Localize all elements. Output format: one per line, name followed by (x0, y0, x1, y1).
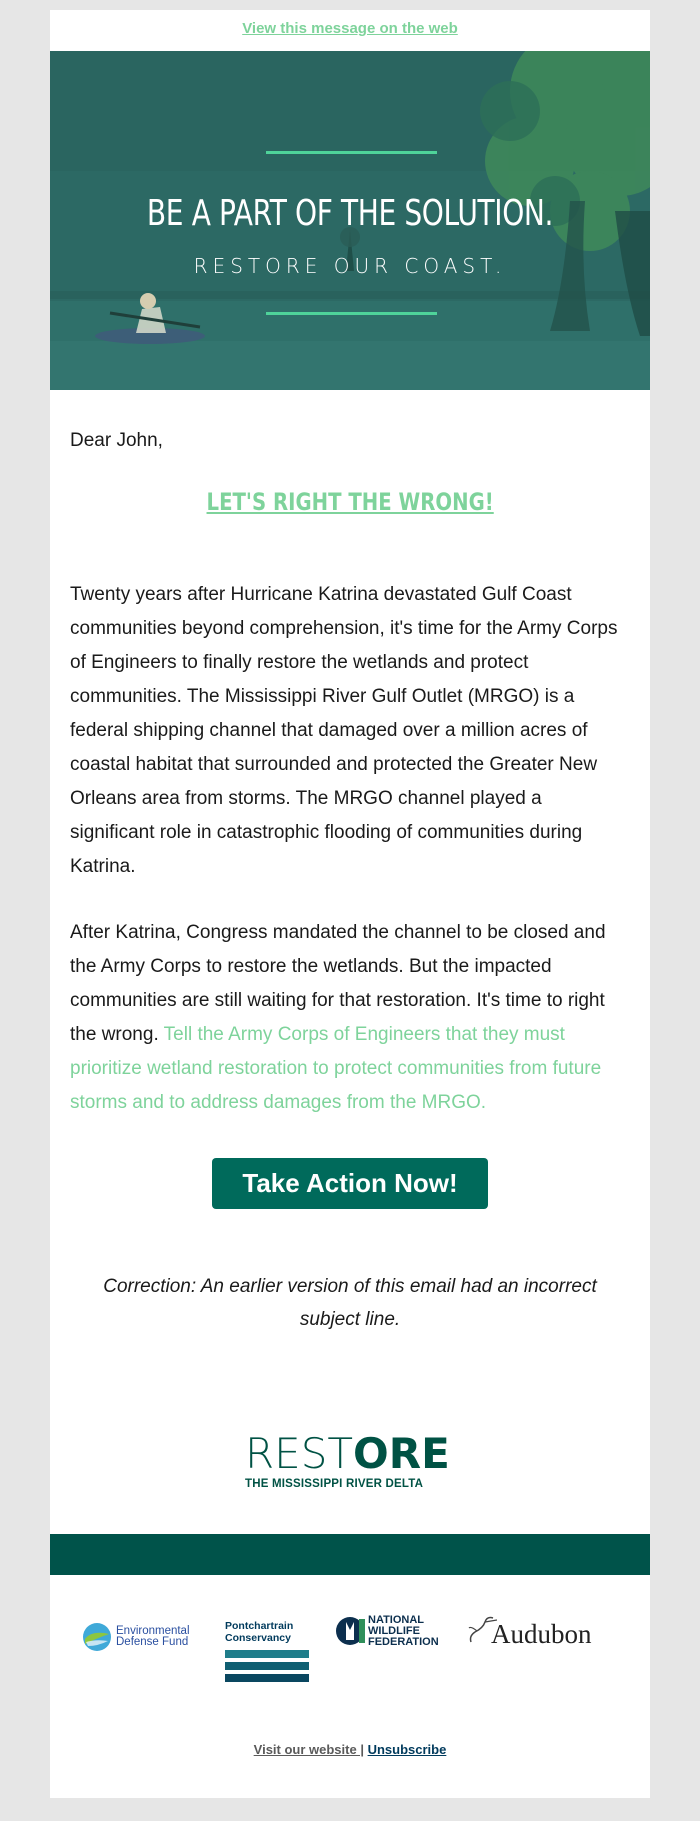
restore-tagline: THE MISSISSIPPI RIVER DELTA (245, 1478, 424, 1490)
edf-label: Environmental Defense Fund (116, 1625, 190, 1648)
preheader (50, 10, 650, 51)
edf-logo[interactable] (82, 1622, 206, 1652)
paragraph-2-text: After Katrina, Congress mandated the channel to be closed and the Army Corps to restore the wetlands. But the impacted communities are still waiting for that restoration. It's time to right the wrong. (70, 922, 606, 1045)
audubon-logo[interactable] (467, 1614, 592, 1648)
nwf-seal-icon (335, 1614, 365, 1648)
hero-divider-top (266, 151, 437, 154)
edf-icon (82, 1622, 112, 1652)
hero-banner (50, 51, 650, 390)
pontchartrain-logo[interactable] (225, 1620, 310, 1689)
correction-note: Correction: An earlier version of this email had an incorrect subject line. (103, 1276, 597, 1330)
unsubscribe-link[interactable]: Unsubscribe (367, 1742, 447, 1757)
take-action-button[interactable]: Take Action Now! (212, 1158, 488, 1209)
view-on-web-link[interactable]: View this message on the web (242, 20, 458, 37)
nwf-logo[interactable] (335, 1614, 440, 1648)
headline-link[interactable]: LET'S RIGHT THE WRONG! (206, 488, 494, 516)
restore-wordmark: RESTORE (245, 1429, 450, 1478)
body-paragraph-2 (70, 916, 630, 1120)
headline (50, 488, 650, 516)
footer-divider-bar (50, 1534, 650, 1575)
greeting: Dear John, (70, 430, 163, 451)
nwf-label: NATIONAL WILDLIFE FEDERATION (368, 1613, 439, 1648)
waves-icon (225, 1650, 309, 1684)
footer-links (50, 1742, 650, 1757)
restore-logo (245, 1429, 455, 1492)
visit-website-link[interactable]: Visit our website | (253, 1742, 364, 1757)
pontchartrain-label: Pontchartrain Conservancy (225, 1620, 294, 1644)
body-paragraph-1: Twenty years after Hurricane Katrina devastated Gulf Coast communities beyond comprehension, it's time for the Army Corps of Engineers to finally restore the wetlands and protect communities. The Mississippi River Gulf Outlet (MRGO) is a federal shipping channel that damaged over a million acres of coastal habitat that surrounded and protected the Greater New Orleans area from storms. The MRGO channel played a significant role in catastrophic flooding of communities during Katrina. (70, 584, 618, 877)
email-container (50, 10, 650, 1798)
hero-subtitle: RESTORE OUR COAST. (193, 254, 507, 278)
action-text-link[interactable]: Tell the Army Corps of Engineers that they must prioritize wetland restoration to protect communities from future storms and to address damages from the MRGO. (70, 1024, 602, 1113)
hero-title: BE A PART OF THE SOLUTION. (146, 193, 554, 234)
hero-divider-bottom (266, 312, 437, 315)
audubon-label: Audubon (491, 1619, 592, 1649)
